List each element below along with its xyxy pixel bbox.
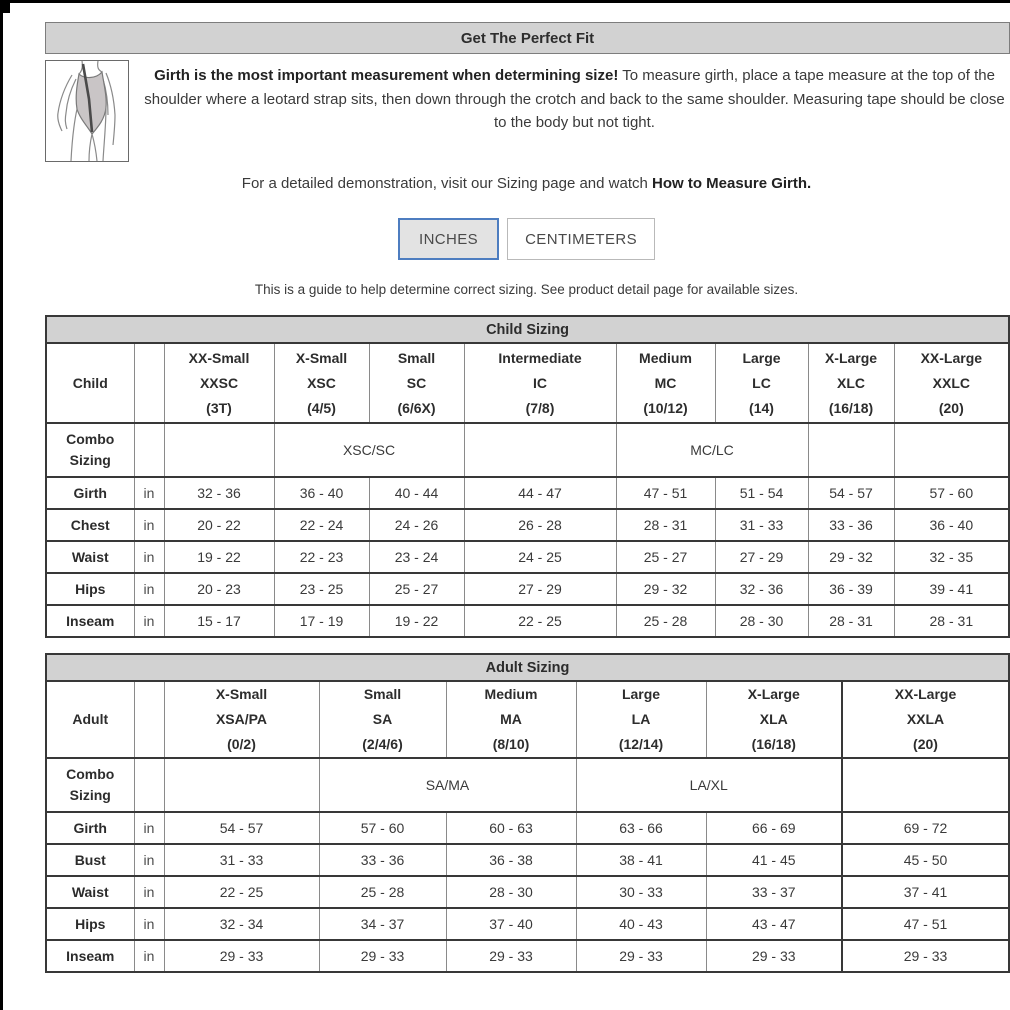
range-cell: 40 - 44 [369,477,464,509]
unit-cell: in [134,477,164,509]
range-cell: 29 - 33 [164,940,319,972]
range-cell: 54 - 57 [164,812,319,844]
inches-button[interactable]: INCHES [398,218,499,260]
range-cell: 32 - 36 [715,573,808,605]
range-cell: 33 - 37 [706,876,842,908]
range-cell: 24 - 25 [464,541,616,573]
measurement-label: Bust [74,852,106,868]
child-table-title: Child Sizing [46,316,1009,343]
range-cell: 28 - 30 [715,605,808,637]
table-row [46,509,1009,541]
range-cell: 29 - 33 [446,940,576,972]
range-cell: 39 - 41 [894,573,1009,605]
range-cell: 63 - 66 [576,812,706,844]
size-column-header: Intermediate IC (7/8) [464,343,616,423]
unit-cell: in [134,541,164,573]
unit-cell: in [134,812,164,844]
size-column-header: Small SC (6/6X) [369,343,464,423]
intro-section [45,60,1008,162]
range-cell: 28 - 31 [894,605,1009,637]
range-cell: 43 - 47 [706,908,842,940]
range-cell: 15 - 17 [164,605,274,637]
range-cell: 27 - 29 [464,573,616,605]
table-row [46,844,1009,876]
size-column-header: X-Small XSA/PA (0/2) [164,681,319,758]
range-cell: 33 - 36 [808,509,894,541]
child-header-row [46,343,1009,423]
range-cell: 20 - 22 [164,509,274,541]
centimeters-button[interactable]: CENTIMETERS [507,218,655,260]
range-cell: 36 - 40 [894,509,1009,541]
combo-sizing-label: Combo Sizing [66,431,115,468]
range-cell: 37 - 40 [446,908,576,940]
leotard-girth-diagram-icon [45,60,129,162]
table-row [46,477,1009,509]
range-cell: 69 - 72 [842,812,1009,844]
page-title: Get The Perfect Fit [45,22,1010,54]
range-cell: 32 - 34 [164,908,319,940]
table-row [46,605,1009,637]
unit-cell: in [134,605,164,637]
combo-sizing-label: Combo Sizing [66,766,115,803]
range-cell: 28 - 31 [808,605,894,637]
combo-value: SA/MA [319,758,576,812]
unit-toggle [45,218,1008,260]
range-cell: 22 - 24 [274,509,369,541]
range-cell: 47 - 51 [616,477,715,509]
size-column-header: Large LC (14) [715,343,808,423]
measurement-label: Waist [71,884,109,900]
blank-cell [464,423,616,477]
range-cell: 28 - 30 [446,876,576,908]
table-row [46,541,1009,573]
range-cell: 44 - 47 [464,477,616,509]
adult-table-title-row [46,654,1009,681]
blank-cell [164,758,319,812]
blank-cell [808,423,894,477]
range-cell: 27 - 29 [715,541,808,573]
size-column-header: X-Large XLC (16/18) [808,343,894,423]
range-cell: 37 - 41 [842,876,1009,908]
size-column-header: X-Large XLA (16/18) [706,681,842,758]
range-cell: 23 - 24 [369,541,464,573]
size-column-header: XX-Small XXSC (3T) [164,343,274,423]
unit-cell: in [134,509,164,541]
range-cell: 54 - 57 [808,477,894,509]
combo-value: LA/XL [576,758,842,812]
range-cell: 32 - 35 [894,541,1009,573]
measurement-label: Inseam [66,613,115,629]
size-column-header: Medium MC (10/12) [616,343,715,423]
girth-instructions-lead: Girth is the most important measurement when determining size! [154,67,619,84]
range-cell: 26 - 28 [464,509,616,541]
range-cell: 17 - 19 [274,605,369,637]
child-table-title-row [46,316,1009,343]
range-cell: 47 - 51 [842,908,1009,940]
blank-cell [134,423,164,477]
range-cell: 36 - 38 [446,844,576,876]
child-combo-row [46,423,1009,477]
range-cell: 24 - 26 [369,509,464,541]
table-row [46,908,1009,940]
range-cell: 25 - 27 [369,573,464,605]
combo-value: MC/LC [616,423,808,477]
sizing-guide-note: This is a guide to help determine correct sizing. See product detail page for available sizes. [254,282,799,297]
table-row [46,940,1009,972]
range-cell: 41 - 45 [706,844,842,876]
range-cell: 33 - 36 [319,844,446,876]
range-cell: 29 - 33 [842,940,1009,972]
unit-header-cell [134,343,164,423]
table-row [46,876,1009,908]
range-cell: 22 - 23 [274,541,369,573]
range-cell: 25 - 27 [616,541,715,573]
corner-label: Child [72,374,108,391]
measurement-label: Girth [73,485,107,501]
unit-header-cell [134,681,164,758]
measurement-label: Hips [75,916,106,932]
adult-combo-row [46,758,1009,812]
range-cell: 36 - 39 [808,573,894,605]
size-column-header: X-Small XSC (4/5) [274,343,369,423]
adult-table-title: Adult Sizing [46,654,1009,681]
range-cell: 57 - 60 [319,812,446,844]
range-cell: 32 - 36 [164,477,274,509]
range-cell: 22 - 25 [464,605,616,637]
blank-cell [134,758,164,812]
measurement-label: Inseam [66,948,115,964]
range-cell: 34 - 37 [319,908,446,940]
adult-sizing-table [45,653,1010,973]
range-cell: 51 - 54 [715,477,808,509]
screenshot-left-edge [0,0,3,1010]
range-cell: 31 - 33 [164,844,319,876]
screenshot-top-edge [0,0,1010,3]
range-cell: 45 - 50 [842,844,1009,876]
girth-instructions: Girth is the most important measurement when determining size! To measure girth, place a tape measure at the top of the shoulder where a leotard strap sits, then down through the crotch and back to the same shoulder. Measuring tape should be close to the body but not tight. [144,67,1005,131]
range-cell: 31 - 33 [715,509,808,541]
range-cell: 20 - 23 [164,573,274,605]
range-cell: 29 - 33 [576,940,706,972]
unit-cell: in [134,844,164,876]
range-cell: 60 - 63 [446,812,576,844]
measurement-label: Girth [73,820,107,836]
range-cell: 25 - 28 [319,876,446,908]
range-cell: 25 - 28 [616,605,715,637]
screenshot-corner-edge [0,0,10,13]
size-column-header: XX-Large XXLA (20) [842,681,1009,758]
range-cell: 57 - 60 [894,477,1009,509]
measurement-label: Chest [70,517,110,533]
range-cell: 66 - 69 [706,812,842,844]
child-sizing-table [45,315,1010,638]
range-cell: 22 - 25 [164,876,319,908]
measurement-label: Hips [75,581,106,597]
range-cell: 28 - 31 [616,509,715,541]
adult-header-row [46,681,1009,758]
range-cell: 40 - 43 [576,908,706,940]
range-cell: 29 - 33 [319,940,446,972]
range-cell: 23 - 25 [274,573,369,605]
blank-cell [842,758,1009,812]
unit-cell: in [134,940,164,972]
range-cell: 36 - 40 [274,477,369,509]
blank-cell [894,423,1009,477]
range-cell: 19 - 22 [369,605,464,637]
measurement-label: Waist [71,549,109,565]
range-cell: 30 - 33 [576,876,706,908]
range-cell: 38 - 41 [576,844,706,876]
demo-text: For a detailed demonstration, visit our Sizing page and watch How to Measure Girth. [241,175,812,192]
range-cell: 29 - 32 [808,541,894,573]
size-column-header: Large LA (12/14) [576,681,706,758]
range-cell: 29 - 33 [706,940,842,972]
size-column-header: XX-Large XXLC (20) [894,343,1009,423]
unit-cell: in [134,908,164,940]
blank-cell [164,423,274,477]
size-column-header: Medium MA (8/10) [446,681,576,758]
unit-cell: in [134,876,164,908]
demo-bold: How to Measure Girth. [652,175,812,192]
size-column-header: Small SA (2/4/6) [319,681,446,758]
table-row [46,573,1009,605]
range-cell: 29 - 32 [616,573,715,605]
combo-value: XSC/SC [274,423,464,477]
corner-label: Adult [72,711,109,727]
unit-cell: in [134,573,164,605]
table-row [46,812,1009,844]
range-cell: 19 - 22 [164,541,274,573]
